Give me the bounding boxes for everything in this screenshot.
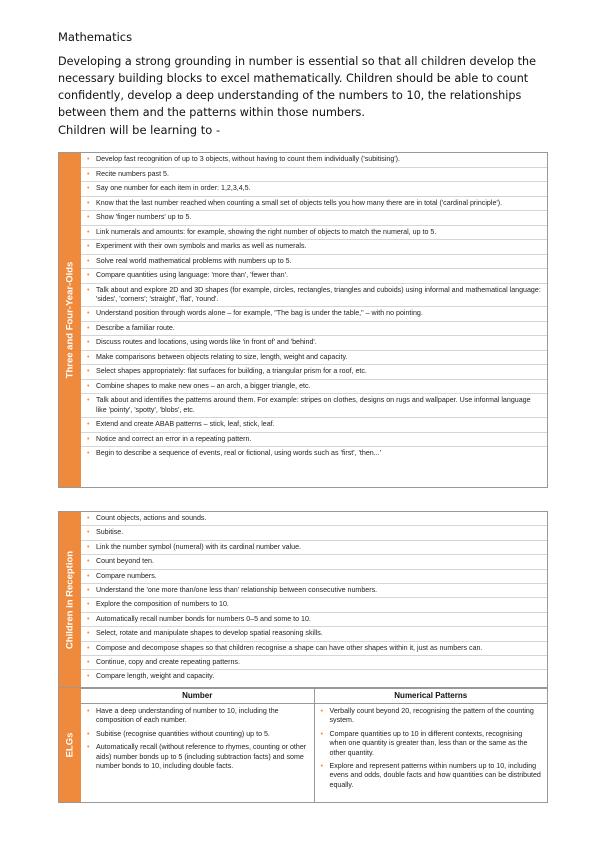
reception-panel bbox=[58, 511, 548, 689]
list-item: • Extend and create ABAB patterns – stick, leaf, stick, leaf. bbox=[81, 418, 547, 433]
list-item: • Count objects, actions and sounds. bbox=[81, 512, 547, 526]
list-item: • Notice and correct an error in a repeating pattern. bbox=[81, 433, 547, 448]
three-four-band bbox=[59, 153, 81, 487]
three-four-list bbox=[81, 153, 547, 461]
three-four-panel bbox=[58, 152, 548, 488]
number-column bbox=[81, 688, 314, 802]
list-item: • Recite numbers past 5. bbox=[81, 168, 547, 183]
list-item: • Compare numbers. bbox=[81, 570, 547, 584]
list-item: • Experiment with their own symbols and marks as well as numerals. bbox=[81, 240, 547, 255]
list-item: • Combine shapes to make new ones – an arch, a bigger triangle, etc. bbox=[81, 380, 547, 395]
list-item: • Select, rotate and manipulate shapes to develop spatial reasoning skills. bbox=[81, 627, 547, 641]
patterns-list bbox=[315, 704, 548, 793]
list-item: • Explore the composition of numbers to 10. bbox=[81, 598, 547, 612]
three-four-label: Three and Four-Year-Olds bbox=[64, 261, 76, 379]
number-heading: Number bbox=[81, 688, 314, 704]
list-item: • Have a deep understanding of number to 10, including the composition of each number. bbox=[81, 706, 314, 729]
list-item: • Compare length, weight and capacity. bbox=[81, 670, 547, 683]
page-title: Mathematics bbox=[58, 30, 133, 44]
list-item: • Compare quantities using language: 'more than', 'fewer than'. bbox=[81, 269, 547, 284]
list-item: • Talk about and identifies the patterns around them. For example: stripes on clothes, designs on rugs and wallpaper. Use informal language like 'pointy', 'spotty', 'blobs', etc. bbox=[81, 394, 547, 418]
elgs-band bbox=[59, 688, 81, 802]
reception-label: Children in Reception bbox=[64, 550, 76, 650]
list-item: • Explore and represent patterns within numbers up to 10, including evens and odds, double facts and how quantities can be distributed equally. bbox=[315, 761, 548, 793]
reception-band bbox=[59, 512, 81, 688]
list-item: • Describe a familiar route. bbox=[81, 322, 547, 337]
list-item: • Begin to describe a sequence of events, real or fictional, using words such as 'first', 'then...' bbox=[81, 447, 547, 461]
reception-list bbox=[81, 512, 547, 684]
list-item: • Discuss routes and locations, using words like 'in front of' and 'behind'. bbox=[81, 336, 547, 351]
list-item: • Make comparisons between objects relating to size, length, weight and capacity. bbox=[81, 351, 547, 366]
elgs-label: ELGs bbox=[64, 732, 76, 758]
list-item: • Select shapes appropriately: flat surfaces for building, a triangular prism for a roof, etc. bbox=[81, 365, 547, 380]
list-item: • Link the number symbol (numeral) with its cardinal number value. bbox=[81, 541, 547, 555]
list-item: • Automatically recall number bonds for numbers 0–5 and some to 10. bbox=[81, 613, 547, 627]
elgs-columns bbox=[81, 688, 547, 802]
list-item: • Compose and decompose shapes so that children recognise a shape can have other shapes within it, just as numbers can. bbox=[81, 642, 547, 656]
list-item: • Subitise (recognise quantities without counting) up to 5. bbox=[81, 729, 314, 742]
list-item: • Understand position through words alone – for example, "The bag is under the table," – with no pointing. bbox=[81, 307, 547, 322]
list-item: • Count beyond ten. bbox=[81, 555, 547, 569]
list-item: • Show 'finger numbers' up to 5. bbox=[81, 211, 547, 226]
list-item: • Develop fast recognition of up to 3 objects, without having to count them individually ('subitising'). bbox=[81, 153, 547, 168]
patterns-heading: Numerical Patterns bbox=[315, 688, 548, 704]
list-item: • Link numerals and amounts: for example, showing the right number of objects to match the numeral, up to 5. bbox=[81, 226, 547, 241]
list-item: • Compare quantities up to 10 in different contexts, recognising when one quantity is greater than, less than or the same as the other quantity. bbox=[315, 729, 548, 761]
intro-paragraph: Developing a strong grounding in number is essential so that all children develop the necessary building blocks to excel mathematically. Children should be able to count confidently, develop a deep understanding of the numbers to 10, the relationships between them and the patterns within those numbers. bbox=[58, 55, 536, 119]
list-item: • Continue, copy and create repeating patterns. bbox=[81, 656, 547, 670]
list-item: • Know that the last number reached when counting a small set of objects tells you how many there are in total ('cardinal principle'). bbox=[81, 197, 547, 212]
elgs-panel bbox=[58, 687, 548, 803]
list-item: • Talk about and explore 2D and 3D shapes (for example, circles, rectangles, triangles and cuboids) using informal and mathematical language: 'sides', 'corners'; 'straight', 'flat', 'round'. bbox=[81, 284, 547, 308]
list-item: • Subitise. bbox=[81, 526, 547, 540]
list-item: • Automatically recall (without reference to rhymes, counting or other aids) number bonds up to 5 (including subtraction facts) and some number bonds to 10, including double facts. bbox=[81, 742, 314, 774]
list-item: • Understand the 'one more than/one less than' relationship between consecutive numbers. bbox=[81, 584, 547, 598]
patterns-column bbox=[314, 688, 548, 802]
number-list bbox=[81, 704, 314, 774]
lead-text: Children will be learning to - bbox=[58, 123, 221, 137]
list-item: • Say one number for each item in order: 1,2,3,4,5. bbox=[81, 182, 547, 197]
list-item: • Solve real world mathematical problems with numbers up to 5. bbox=[81, 255, 547, 270]
list-item: • Verbally count beyond 20, recognising the pattern of the counting system. bbox=[315, 706, 548, 729]
